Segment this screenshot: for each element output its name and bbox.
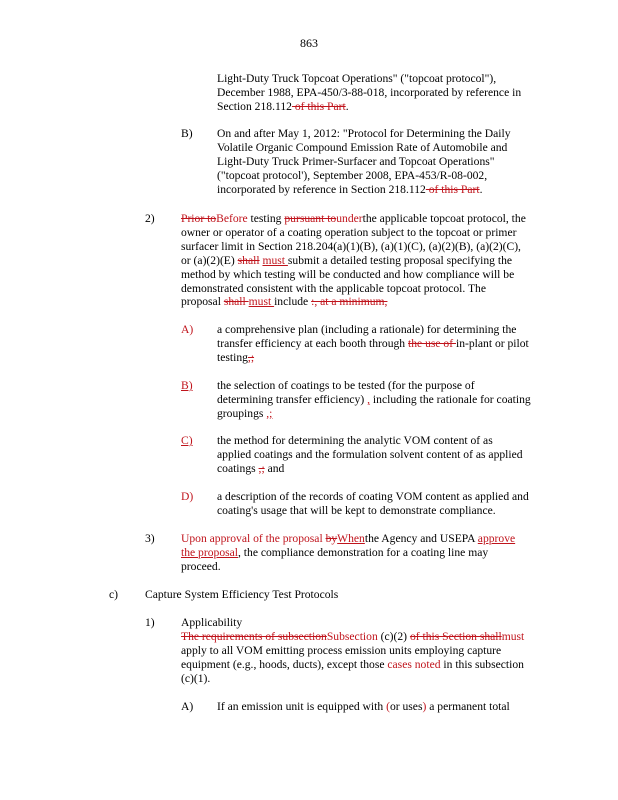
inserted-text: cases noted xyxy=(387,657,441,671)
inserted-text: Before xyxy=(216,212,248,225)
text-span: coatings xyxy=(217,461,259,475)
text-span: Section 218.112 xyxy=(217,99,292,113)
text-span: including the rationale for coating xyxy=(370,392,531,406)
sub-b-label: B) xyxy=(181,379,193,392)
text-span: or uses xyxy=(389,700,423,713)
text-span: the Agency and USEPA xyxy=(364,532,478,545)
deleted-text: by xyxy=(325,532,338,545)
text-line: coating's usage that will be kept to demonstrate compliance. xyxy=(217,503,496,517)
item-3-text xyxy=(181,532,515,574)
text-line xyxy=(181,532,515,546)
text-line: method by which testing will be conducted and how compliance will be xyxy=(181,267,515,281)
text-line: owner or operator of a coating operation subject to the topcoat or primer xyxy=(181,225,517,239)
item-2-label: 2) xyxy=(145,212,155,225)
text-line: Light-Duty Truck Primer-Surfacer and Topcoat Operations" xyxy=(217,154,495,168)
text-span: . xyxy=(345,99,349,113)
text-line xyxy=(181,546,515,560)
text-span: transfer efficiency at each booth through xyxy=(217,336,409,350)
inserted-text: ( xyxy=(386,700,390,713)
deleted-text: ,; xyxy=(258,461,265,475)
text-line: the method for determining the analytic VOM content of as xyxy=(217,434,493,447)
deleted-text: Prior to xyxy=(181,212,217,225)
item-2-text xyxy=(181,212,526,309)
sub-c-label: C) xyxy=(181,434,193,447)
deleted-text: The requirements of subsection xyxy=(181,629,327,643)
text-line: surfacer limit in Section 218.204(a)(1)(B), (a)(1)(C), (a)(2)(B), (a)(2)(C), xyxy=(181,239,521,253)
item-3-label: 3) xyxy=(145,532,155,545)
text-span: incorporated by reference in Section 218.112 xyxy=(217,182,426,196)
sub-c-text xyxy=(217,434,523,476)
text-line xyxy=(181,295,526,309)
sub-a-text xyxy=(217,323,529,365)
deleted-text: shall xyxy=(223,295,249,309)
deleted-text: ,; xyxy=(247,350,255,364)
deleted-text: of this Part xyxy=(291,99,346,113)
sub-d-label: D) xyxy=(181,490,194,503)
text-span: , the compliance demonstration for a coating line may xyxy=(238,545,489,559)
text-line xyxy=(217,700,510,714)
text-line: a description of the records of coating VOM content as applied and xyxy=(217,490,529,503)
text-span: in this subsection xyxy=(440,657,524,671)
text-line xyxy=(217,183,511,197)
inserted-text: Upon approval of the proposal xyxy=(181,532,326,545)
inserted-text: When xyxy=(337,532,365,545)
c1-label: 1) xyxy=(145,616,155,629)
text-line: Light-Duty Truck Topcoat Operations" ("topcoat protocol"), xyxy=(217,72,497,85)
deleted-text: pursuant to xyxy=(284,212,337,225)
text-span: the applicable topcoat protocol, the xyxy=(362,212,526,225)
section-c-title: Capture System Efficiency Test Protocols xyxy=(145,588,339,601)
text-line: December 1988, EPA-450/3-88-018, incorporated by reference in xyxy=(217,85,522,99)
text-line xyxy=(217,462,523,476)
protocol-b1-tail xyxy=(217,72,521,114)
item-b-text xyxy=(217,127,511,197)
text-line: proceed. xyxy=(181,559,221,573)
text-line: (c)(1). xyxy=(181,671,211,685)
inserted-text: under xyxy=(336,212,363,225)
text-line: applied coatings and the formulation solvent content of as applied xyxy=(217,447,523,461)
text-span: testing xyxy=(247,212,285,225)
text-span: equipment (e.g., hoods, ducts), except those xyxy=(181,657,388,671)
c1-a-text xyxy=(217,700,510,714)
deleted-text: of this Part xyxy=(425,182,480,196)
inserted-text: , xyxy=(367,392,371,406)
text-span: If an emission unit is equipped with xyxy=(217,700,387,713)
c1-a-label: A) xyxy=(181,700,194,713)
deleted-text: the use of xyxy=(408,336,456,350)
deleted-text: shall xyxy=(237,253,260,267)
sub-b-text xyxy=(217,379,531,421)
text-line xyxy=(181,212,526,226)
text-line xyxy=(181,630,524,644)
text-line xyxy=(217,100,521,114)
text-span: and xyxy=(264,461,285,475)
inserted-text: must xyxy=(248,295,275,309)
text-line: a comprehensive plan (including a rationale) for determining the xyxy=(217,323,517,336)
inserted-text: must xyxy=(262,253,288,267)
text-line xyxy=(181,254,526,268)
deleted-text: :, at a minimum, xyxy=(311,295,388,309)
sub-d-text xyxy=(217,490,529,518)
text-span: submit a detailed testing proposal specifying the xyxy=(287,253,513,267)
text-span: or (a)(2)(E) xyxy=(181,253,238,267)
inserted-text: Subsection xyxy=(326,629,378,643)
text-line: On and after May 1, 2012: "Protocol for Determining the Daily xyxy=(217,127,511,140)
text-span: testing xyxy=(217,350,248,364)
c1-text xyxy=(181,616,524,686)
text-line xyxy=(181,658,524,672)
text-span: . xyxy=(479,182,483,196)
inserted-text: ) xyxy=(422,700,427,713)
text-line: demonstrated consistent with the applicable topcoat protocol. The xyxy=(181,281,487,295)
page-number: 863 xyxy=(300,36,318,50)
inserted-text: ,; xyxy=(266,406,273,420)
text-line: the selection of coatings to be tested (for the purpose of xyxy=(217,379,475,392)
sub-a-label: A) xyxy=(181,323,194,336)
inserted-text: approve xyxy=(477,532,516,545)
text-span: (c)(2) xyxy=(377,629,410,643)
text-span: include xyxy=(274,295,312,309)
item-b-label: B) xyxy=(181,127,193,140)
text-line: Volatile Organic Compound Emission Rate of Automobile and xyxy=(217,140,508,154)
section-c-label: c) xyxy=(109,588,119,601)
text-span: a permanent total xyxy=(426,700,510,713)
text-span: determining transfer efficiency) xyxy=(217,392,368,406)
text-line xyxy=(217,337,529,351)
text-line xyxy=(217,351,529,365)
text-line xyxy=(217,393,531,407)
inserted-text: must xyxy=(501,629,525,643)
text-span: in-plant or pilot xyxy=(456,336,529,350)
inserted-text: the proposal xyxy=(181,545,238,559)
text-span: proposal xyxy=(181,295,224,309)
deleted-text: of this Section shall xyxy=(409,629,502,643)
subsection-title: Applicability xyxy=(181,616,243,629)
text-line xyxy=(217,407,531,421)
text-span: groupings xyxy=(217,406,267,420)
text-line: apply to all VOM emitting process emission units employing capture xyxy=(181,643,502,657)
text-line: ("topcoat protocol'), September 2008, EPA-453/R-08-002, xyxy=(217,168,488,182)
